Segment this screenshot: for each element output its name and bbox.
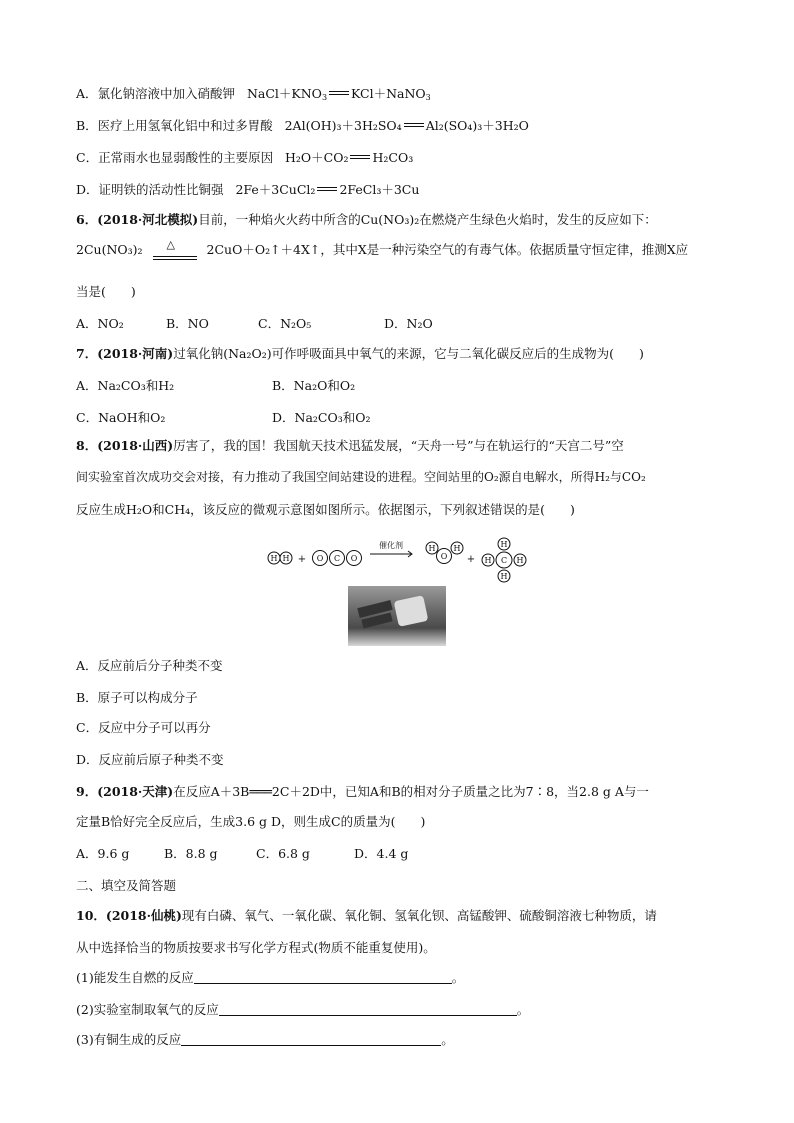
question-text: 厉害了，我的国！我国航天技术迅猛发展，“天舟一号”与在轨运行的“天宫二号”空	[173, 438, 624, 453]
question-10-line-2	[76, 938, 436, 956]
h2o-molecule	[426, 542, 463, 564]
question-text: 从中选择恰当的物质按要求书写化学方程式(物质不能重复使用)。	[76, 940, 436, 955]
period: 。	[441, 1032, 454, 1047]
sub-question-label: (2)实验室制取氧气的反应	[76, 1002, 219, 1017]
question-number: 8．	[76, 438, 98, 453]
equation-right: Al₂(SO₄)₃＋3H₂O	[425, 118, 529, 133]
question-6-line-1	[76, 210, 657, 228]
q8-option-a: A．反应前后分子种类不变	[76, 658, 223, 673]
question-8-line-2	[76, 468, 646, 485]
atom-label: C	[333, 554, 341, 563]
atom-label: H	[516, 556, 524, 565]
question-text: 间实验室首次成功交会对接，有力推动了我国空间站建设的进程。空间站里的O₂源自电解水，所得H₂与CO₂	[76, 470, 646, 484]
period: 。	[451, 970, 465, 985]
q6-option-b: B．NO	[166, 316, 209, 331]
q10-sub-2	[76, 1000, 529, 1018]
question-text: 目前，一种焰火火药中所含的Cu(NO₃)₂在燃烧产生绿色火焰时，发生的反应如下：	[198, 212, 657, 227]
co2-molecule	[313, 551, 362, 566]
q7-option-c: C．NaOH和O₂	[76, 410, 166, 425]
q8-option-c: C．反应中分子可以再分	[76, 720, 211, 735]
question-number: 10．	[76, 908, 106, 923]
question-text: 在反应A＋3B═══2C＋2D中，已知A和B的相对分子质量之比为7∶8，当2.8 g A与一	[173, 784, 649, 799]
question-number: 7．	[76, 346, 98, 361]
question-source: (2018·山西)	[97, 438, 174, 453]
q9-option-b: B．8.8 g	[164, 846, 218, 861]
atom-label: H	[282, 554, 290, 563]
question-text: 反应生成H₂O和CH₄，该反应的微观示意图如图所示。依据图示，下列叙述错误的是( )	[76, 502, 575, 517]
catalyst-label: 催化剂	[379, 541, 403, 550]
h2-molecule	[268, 552, 292, 564]
atom-label: H	[453, 544, 461, 553]
q6-option-c: C．N₂O₅	[258, 316, 312, 331]
equation-left: 2Cu(NO₃)₂	[76, 242, 143, 257]
atom-label: H	[500, 572, 508, 581]
option-b-line	[76, 116, 529, 134]
atom-label: H	[428, 544, 436, 553]
answer-blank-2[interactable]	[219, 1003, 517, 1016]
atom-label: O	[440, 552, 448, 561]
question-6-line-3	[76, 282, 136, 300]
q7-option-a: A．Na₂CO₃和H₂	[76, 378, 175, 393]
answer-blank-1[interactable]	[194, 971, 452, 984]
equation-left: 2Al(OH)₃＋3H₂SO₄	[284, 118, 402, 133]
section-heading: 二、填空及简答题	[76, 878, 177, 893]
sub-question-label: (3)有铜生成的反应	[76, 1032, 182, 1047]
equals-sign	[317, 187, 337, 191]
q10-sub-3	[76, 1030, 454, 1048]
question-text: 现有白磷、氧气、一氧化碳、氧化铜、氢氧化钡、高锰酸钾、硫酸铜溶液七种物质，请	[181, 908, 657, 923]
question-text: 当是( )	[76, 284, 136, 299]
question-source: (2018·天津)	[97, 784, 174, 799]
q9-option-a: A．9.6 g	[76, 846, 130, 861]
option-label: C．正常雨水也显弱酸性的主要原因	[76, 150, 274, 165]
heat-symbol: △	[166, 238, 175, 251]
equation-left: H₂O＋CO₂	[285, 150, 349, 165]
q9-option-c: C．6.8 g	[256, 846, 310, 861]
equation-left: NaCl＋KNO	[246, 86, 322, 101]
question-number: 6．	[76, 212, 98, 227]
option-d-line	[76, 180, 419, 198]
period: 。	[516, 1002, 530, 1017]
option-label: A．氯化钠溶液中加入硝酸钾	[76, 86, 236, 101]
question-source: (2018·仙桃)	[105, 908, 182, 923]
equation-right: 2FeCl₃＋3Cu	[339, 182, 420, 197]
question-number: 9．	[76, 784, 98, 799]
equation-left: 2Fe＋3CuCl₂	[235, 182, 316, 197]
atom-label: O	[350, 554, 358, 563]
question-text: ，其中X是一种污染空气的有毒气体。依据质量守恒定律，推测X应	[320, 242, 689, 257]
option-label: D．证明铁的活动性比铜强	[76, 182, 224, 197]
q7-option-b: B．Na₂O和O₂	[272, 378, 356, 393]
q10-sub-1	[76, 968, 464, 986]
q6-option-a: A．NO₂	[76, 316, 124, 331]
reaction-arrow	[153, 238, 197, 254]
reaction-diagram	[264, 536, 534, 586]
question-source: (2018·河南)	[97, 346, 174, 361]
equation-right: 2CuO＋O₂↑＋4X↑	[206, 242, 321, 257]
atom-label: H	[270, 554, 278, 563]
question-8-line-1	[76, 436, 624, 454]
question-9-line-2	[76, 812, 425, 830]
equals-sign	[404, 123, 424, 127]
ch4-molecule	[482, 538, 526, 582]
plus-sign: +	[297, 554, 307, 565]
question-7-line-1	[76, 344, 644, 362]
atom-label: H	[484, 556, 492, 565]
option-c-line	[76, 148, 413, 166]
q9-option-d: D．4.4 g	[354, 846, 409, 861]
equals-sign	[329, 91, 349, 95]
space-station-photo	[348, 586, 446, 646]
question-8-line-3	[76, 500, 575, 518]
question-9-line-1	[76, 782, 649, 800]
question-text: 过氧化钠(Na₂O₂)可作呼吸面具中氧气的来源，它与二氧化碳反应后的生成物为( )	[173, 346, 644, 361]
q8-option-d: D．反应前后原子种类不变	[76, 752, 224, 767]
question-source: (2018·河北模拟)	[97, 212, 199, 227]
question-6-line-2	[76, 240, 688, 258]
equals-sign	[350, 155, 370, 159]
option-a-line: A．氯化钠溶液中加入硝酸钾 $NaCl+KNO_3$ KCl＋NaNO$_3$	[76, 86, 431, 102]
question-10-line-1	[76, 906, 657, 924]
q8-option-b: B．原子可以构成分子	[76, 690, 198, 705]
plus-sign: +	[466, 554, 476, 565]
q7-option-d: D．Na₂CO₃和O₂	[272, 410, 371, 425]
q6-option-d: D．N₂O	[384, 316, 433, 331]
atom-label: C	[500, 556, 508, 565]
equation-right: H₂CO₃	[372, 150, 414, 165]
question-text: 定量B恰好完全反应后，生成3.6 g D，则生成C的质量为( )	[76, 814, 426, 829]
atom-label: H	[500, 540, 508, 549]
option-label: B．医疗上用氢氧化铝中和过多胃酸	[76, 118, 273, 133]
answer-blank-3[interactable]	[181, 1033, 441, 1046]
equation-right: KCl＋NaNO	[351, 86, 426, 101]
sub-question-label: (1)能发生自燃的反应	[76, 970, 194, 985]
atom-label: O	[316, 554, 324, 563]
